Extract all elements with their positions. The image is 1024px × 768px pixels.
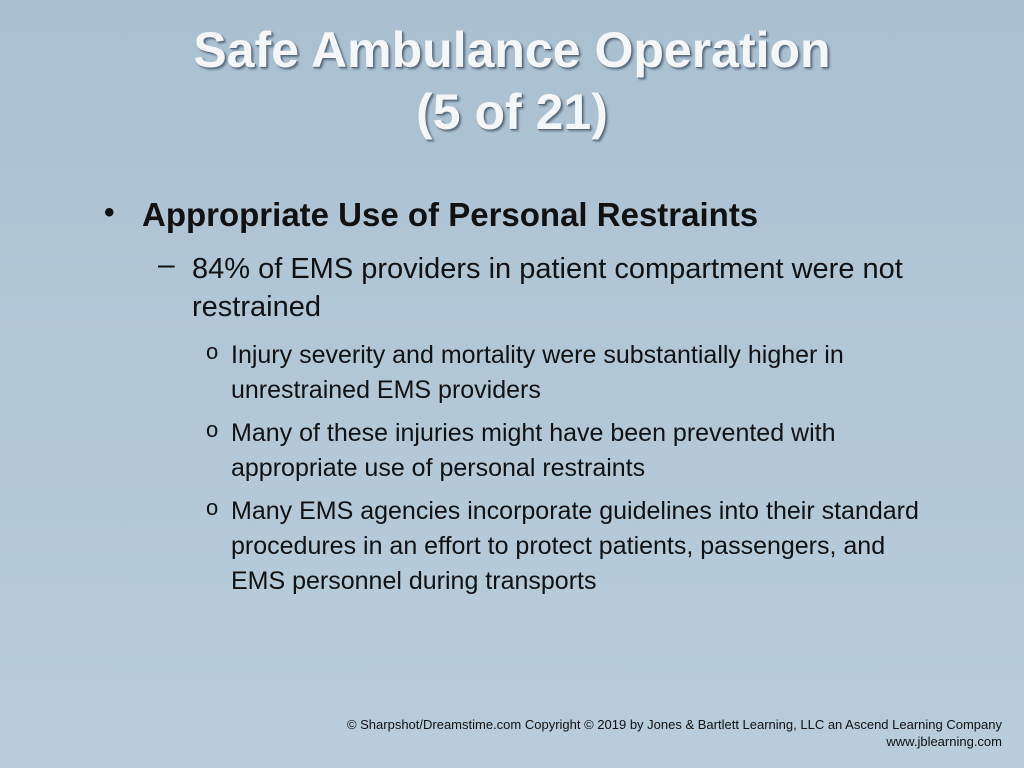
- bullet-text: Injury severity and mortality were substantially higher in unrestrained EMS providers: [231, 341, 844, 404]
- bullet-text: Many EMS agencies incorporate guidelines into their standard procedures in an effort to protect patients, passengers, and EMS personnel during transports: [231, 497, 919, 595]
- bullet-dot-icon: •: [104, 196, 115, 229]
- bullet-level2: [158, 250, 918, 326]
- bullet-text: Appropriate Use of Personal Restraints: [142, 196, 759, 233]
- copyright-footer: [347, 716, 1002, 750]
- circle-bullet-icon: o: [206, 339, 219, 364]
- slide-title: Safe Ambulance Operation: [193, 22, 831, 78]
- bullet-text: Many of these injuries might have been prevented with appropriate use of personal restraints: [231, 419, 836, 482]
- circle-bullet-icon: o: [206, 417, 219, 442]
- circle-bullet-icon: o: [206, 495, 219, 520]
- copyright-text: © Sharpshot/Dreamstime.com Copyright © 2019 by Jones & Bartlett Learning, LLC an Ascend Learning Company: [346, 717, 1002, 732]
- slide-title-counter: (5 of 21): [416, 84, 608, 140]
- bullet-level3: [206, 494, 926, 599]
- bullet-level1: [104, 196, 758, 234]
- bullet-text: 84% of EMS providers in patient compartment were not restrained: [192, 253, 903, 323]
- dash-bullet-icon: –: [158, 248, 175, 281]
- bullet-level3: [206, 338, 926, 408]
- bullet-level3: [206, 416, 926, 486]
- publisher-url: www.jblearning.com: [886, 734, 1002, 749]
